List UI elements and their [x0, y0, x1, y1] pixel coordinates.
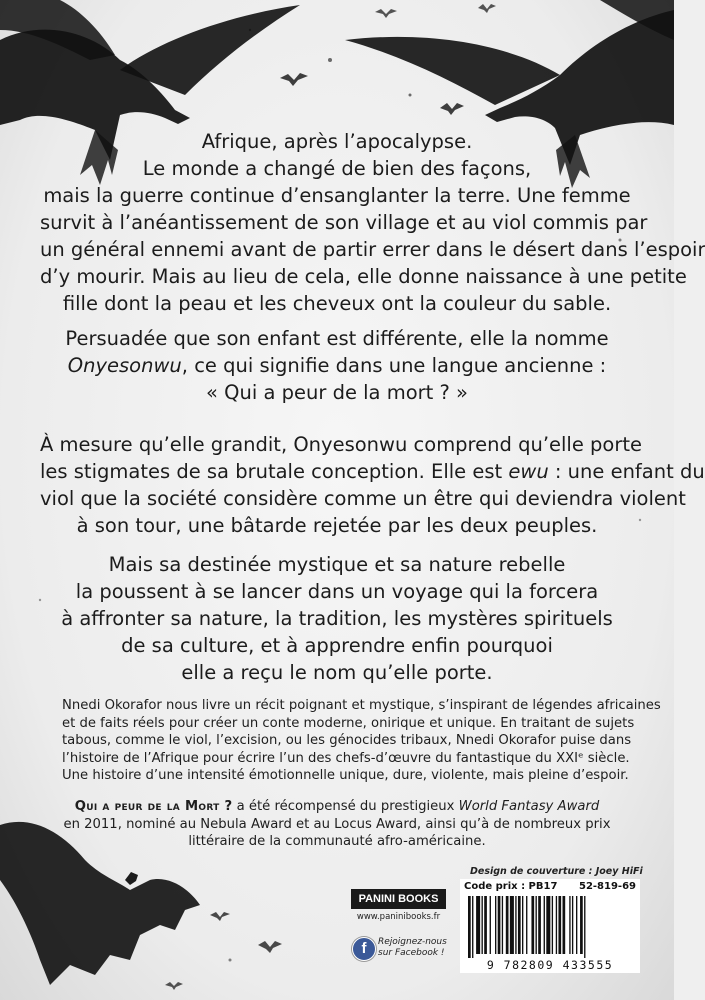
barcode-bar	[495, 896, 496, 954]
text-line: tabous, comme le viol, l’excision, ou les génocides tribaux, Nnedi Okorafor puise dans	[62, 733, 632, 748]
text-line: elle a reçu le nom qu’elle porte.	[181, 661, 493, 684]
barcode-bar	[472, 896, 473, 958]
barcode-panel	[460, 879, 640, 973]
barcode-bar	[538, 896, 541, 954]
barcode-bar	[584, 896, 585, 958]
credit-label: Design de couverture :	[470, 866, 596, 877]
barcode-bar	[576, 896, 577, 954]
synopsis-paragraph-2	[40, 325, 634, 406]
text-line: et de faits réels pour créer un conte moderne, onirique et unique. En traitant de sujets	[62, 715, 635, 731]
text-fragment: les stigmates de sa brutale conception. Elle est	[40, 460, 509, 483]
text-line: viol que la société considère comme un être qui deviendra violent	[40, 487, 686, 510]
award-name: World Fantasy Award	[458, 799, 600, 814]
barcode-bar	[552, 896, 553, 954]
facebook-icon: f	[352, 937, 376, 961]
barcode-bar	[569, 896, 570, 954]
facebook-callout	[378, 937, 447, 959]
text-line: À mesure qu’elle grandit, Onyesonwu comprend qu’elle porte	[40, 433, 643, 456]
synopsis-paragraph-1	[40, 128, 705, 317]
text-line: Une histoire d’une intensité émotionnelle unique, dure, violente, mais pleine d’espoir.	[62, 768, 629, 783]
synopsis-paragraph-4	[40, 551, 634, 686]
barcode-bar	[531, 896, 534, 954]
barcode-bar	[484, 896, 487, 954]
text-fragment: : une enfant du	[548, 460, 705, 483]
facebook-line-1: Rejoignez-nous	[378, 937, 447, 947]
text-line: l’histoire de l’Afrique pour écrire l’un des chefs-d’œuvre du fantastique du XXIᵉ siècle.	[62, 750, 630, 766]
barcode-bar	[518, 896, 521, 954]
text-line: la poussent à se lancer dans un voyage qui la forcera	[75, 580, 599, 603]
barcode-bar	[556, 896, 557, 954]
product-code: 52-819-69	[578, 881, 636, 892]
text-line: à son tour, une bâtarde rejetée par les deux peuples.	[76, 514, 598, 537]
barcode-bar	[510, 896, 514, 954]
text-line: en 2011, nominé au Nebula Award et au Locus Award, ainsi qu’à de nombreux prix	[63, 816, 611, 832]
barcode-bar	[468, 896, 471, 958]
barcode-bar	[490, 896, 491, 954]
barcode-bar	[506, 896, 509, 954]
text-fragment: a été récompensé du prestigieux	[232, 799, 459, 814]
text-line: Afrique, après l’apocalypse.	[201, 130, 473, 153]
price-code-row	[464, 881, 636, 892]
barcode-bar	[482, 896, 483, 954]
text-line: Persuadée que son enfant est différente, elle la nomme	[65, 327, 609, 350]
isbn-number: 9 782809 433555	[486, 958, 614, 972]
barcode-bar	[544, 896, 545, 954]
text-line: de sa culture, et à apprendre enfin pourquoi	[121, 634, 553, 657]
cover-design-credit	[470, 866, 643, 877]
barcode-bar	[558, 896, 561, 954]
text-line: Le monde a changé de bien des façons,	[142, 157, 532, 180]
text-line: mais la guerre continue d’ensanglanter la terre. Une femme	[43, 184, 631, 207]
barcode-bar	[572, 896, 573, 954]
credit-name: Joey HiFi	[595, 866, 643, 877]
text-line: fille dont la peau et les cheveux ont la couleur du sable.	[62, 292, 612, 315]
author-blurb	[62, 697, 661, 785]
barcode-bar	[546, 896, 550, 954]
barcode-icon	[468, 896, 632, 958]
barcode-bar	[498, 896, 501, 954]
publisher-url: www.paninibooks.fr	[356, 912, 441, 922]
text-line: d’y mourir. Mais au lieu de cela, elle donne naissance à une petite	[40, 265, 687, 288]
barcode-bar	[515, 896, 516, 954]
text-line: Mais sa destinée mystique et sa nature rebelle	[108, 553, 566, 576]
barcode-bar	[476, 896, 480, 954]
publisher-logo: PANINI BOOKS	[351, 889, 446, 909]
ewu-term: ewu	[508, 460, 549, 483]
barcode-bar	[580, 896, 583, 954]
text-line: à affronter sa nature, la tradition, les mystères spirituels	[61, 607, 613, 630]
text-line	[62, 798, 612, 816]
text-line: Nnedi Okorafor nous livre un récit poignant et mystique, s’inspirant de légendes africaines	[62, 698, 661, 713]
heroine-name: Onyesonwu	[67, 354, 182, 377]
text-line	[40, 458, 705, 485]
text-line: survit à l’anéantissement de son village et au viol commis par	[40, 211, 648, 234]
text-line	[40, 352, 634, 379]
text-line: « Qui a peur de la mort ? »	[206, 381, 468, 404]
book-title: Qui a peur de la Mort ?	[74, 799, 233, 814]
barcode-bar	[502, 896, 503, 954]
barcode-bar	[536, 896, 537, 954]
synopsis-paragraph-3	[40, 431, 705, 539]
award-blurb	[62, 798, 612, 851]
facebook-line-2: sur Facebook !	[378, 948, 445, 958]
barcode-bar	[526, 896, 527, 954]
text-line: un général ennemi avant de partir errer dans le désert dans l’espoir	[40, 238, 705, 261]
price-code: Code prix : PB17	[464, 881, 558, 892]
text-line: littéraire de la communauté afro-américaine.	[188, 834, 486, 849]
barcode-bar	[563, 896, 566, 954]
barcode-bar	[522, 896, 523, 954]
text-fragment: , ce qui signifie dans une langue ancienne :	[181, 354, 607, 377]
